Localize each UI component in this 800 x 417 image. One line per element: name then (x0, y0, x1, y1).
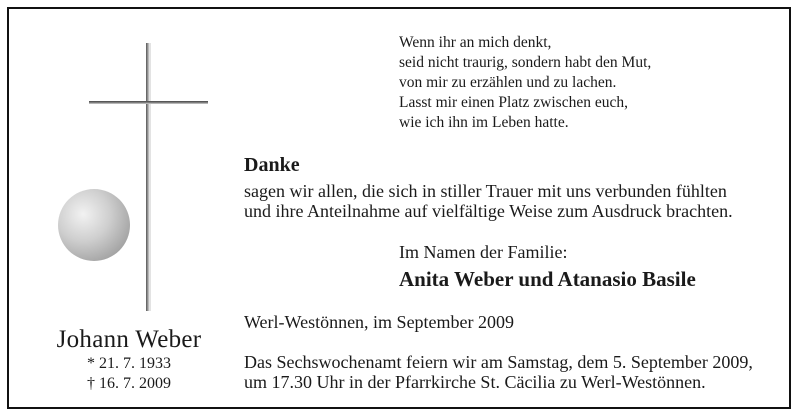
service-line: um 17.30 Uhr in der Pfarrkirche St. Cäcilia zu Werl-Westönnen. (244, 372, 706, 392)
family-intro: Im Namen der Familie: (399, 242, 568, 262)
poem-line: seid nicht traurig, sondern habt den Mut, (399, 54, 652, 71)
poem (399, 33, 651, 133)
birth-date: * 21. 7. 1933 (87, 355, 171, 372)
deceased-name: Johann Weber (56, 326, 202, 353)
cross-vertical-beam (146, 43, 149, 311)
cross-horizontal-beam (89, 101, 208, 104)
poem-line: wie ich ihn im Leben hatte. (399, 114, 569, 131)
sun-circle-icon (58, 189, 130, 261)
obituary-card (7, 7, 791, 409)
thanks-line: und ihre Anteilnahme auf vielfältige Weise zum Ausdruck brachten. (244, 201, 733, 221)
thanks-line: sagen wir allen, die sich in stiller Trauer mit uns verbunden fühlten (244, 181, 727, 201)
family-names: Anita Weber und Atanasio Basile (399, 267, 696, 291)
service-announcement (244, 352, 753, 392)
place-date: Werl-Westönnen, im September 2009 (244, 312, 515, 332)
service-line: Das Sechswochenamt feiern wir am Samstag, dem 5. September 2009, (244, 352, 753, 372)
poem-line: von mir zu erzählen und zu lachen. (399, 74, 617, 91)
thanks-text (244, 181, 779, 221)
death-date: † 16. 7. 2009 (87, 375, 171, 392)
thanks-heading: Danke (244, 154, 300, 176)
poem-line: Lasst mir einen Platz zwischen euch, (399, 94, 628, 111)
poem-line: Wenn ihr an mich denkt, (399, 34, 552, 51)
cross-vertical-shadow (149, 43, 151, 311)
